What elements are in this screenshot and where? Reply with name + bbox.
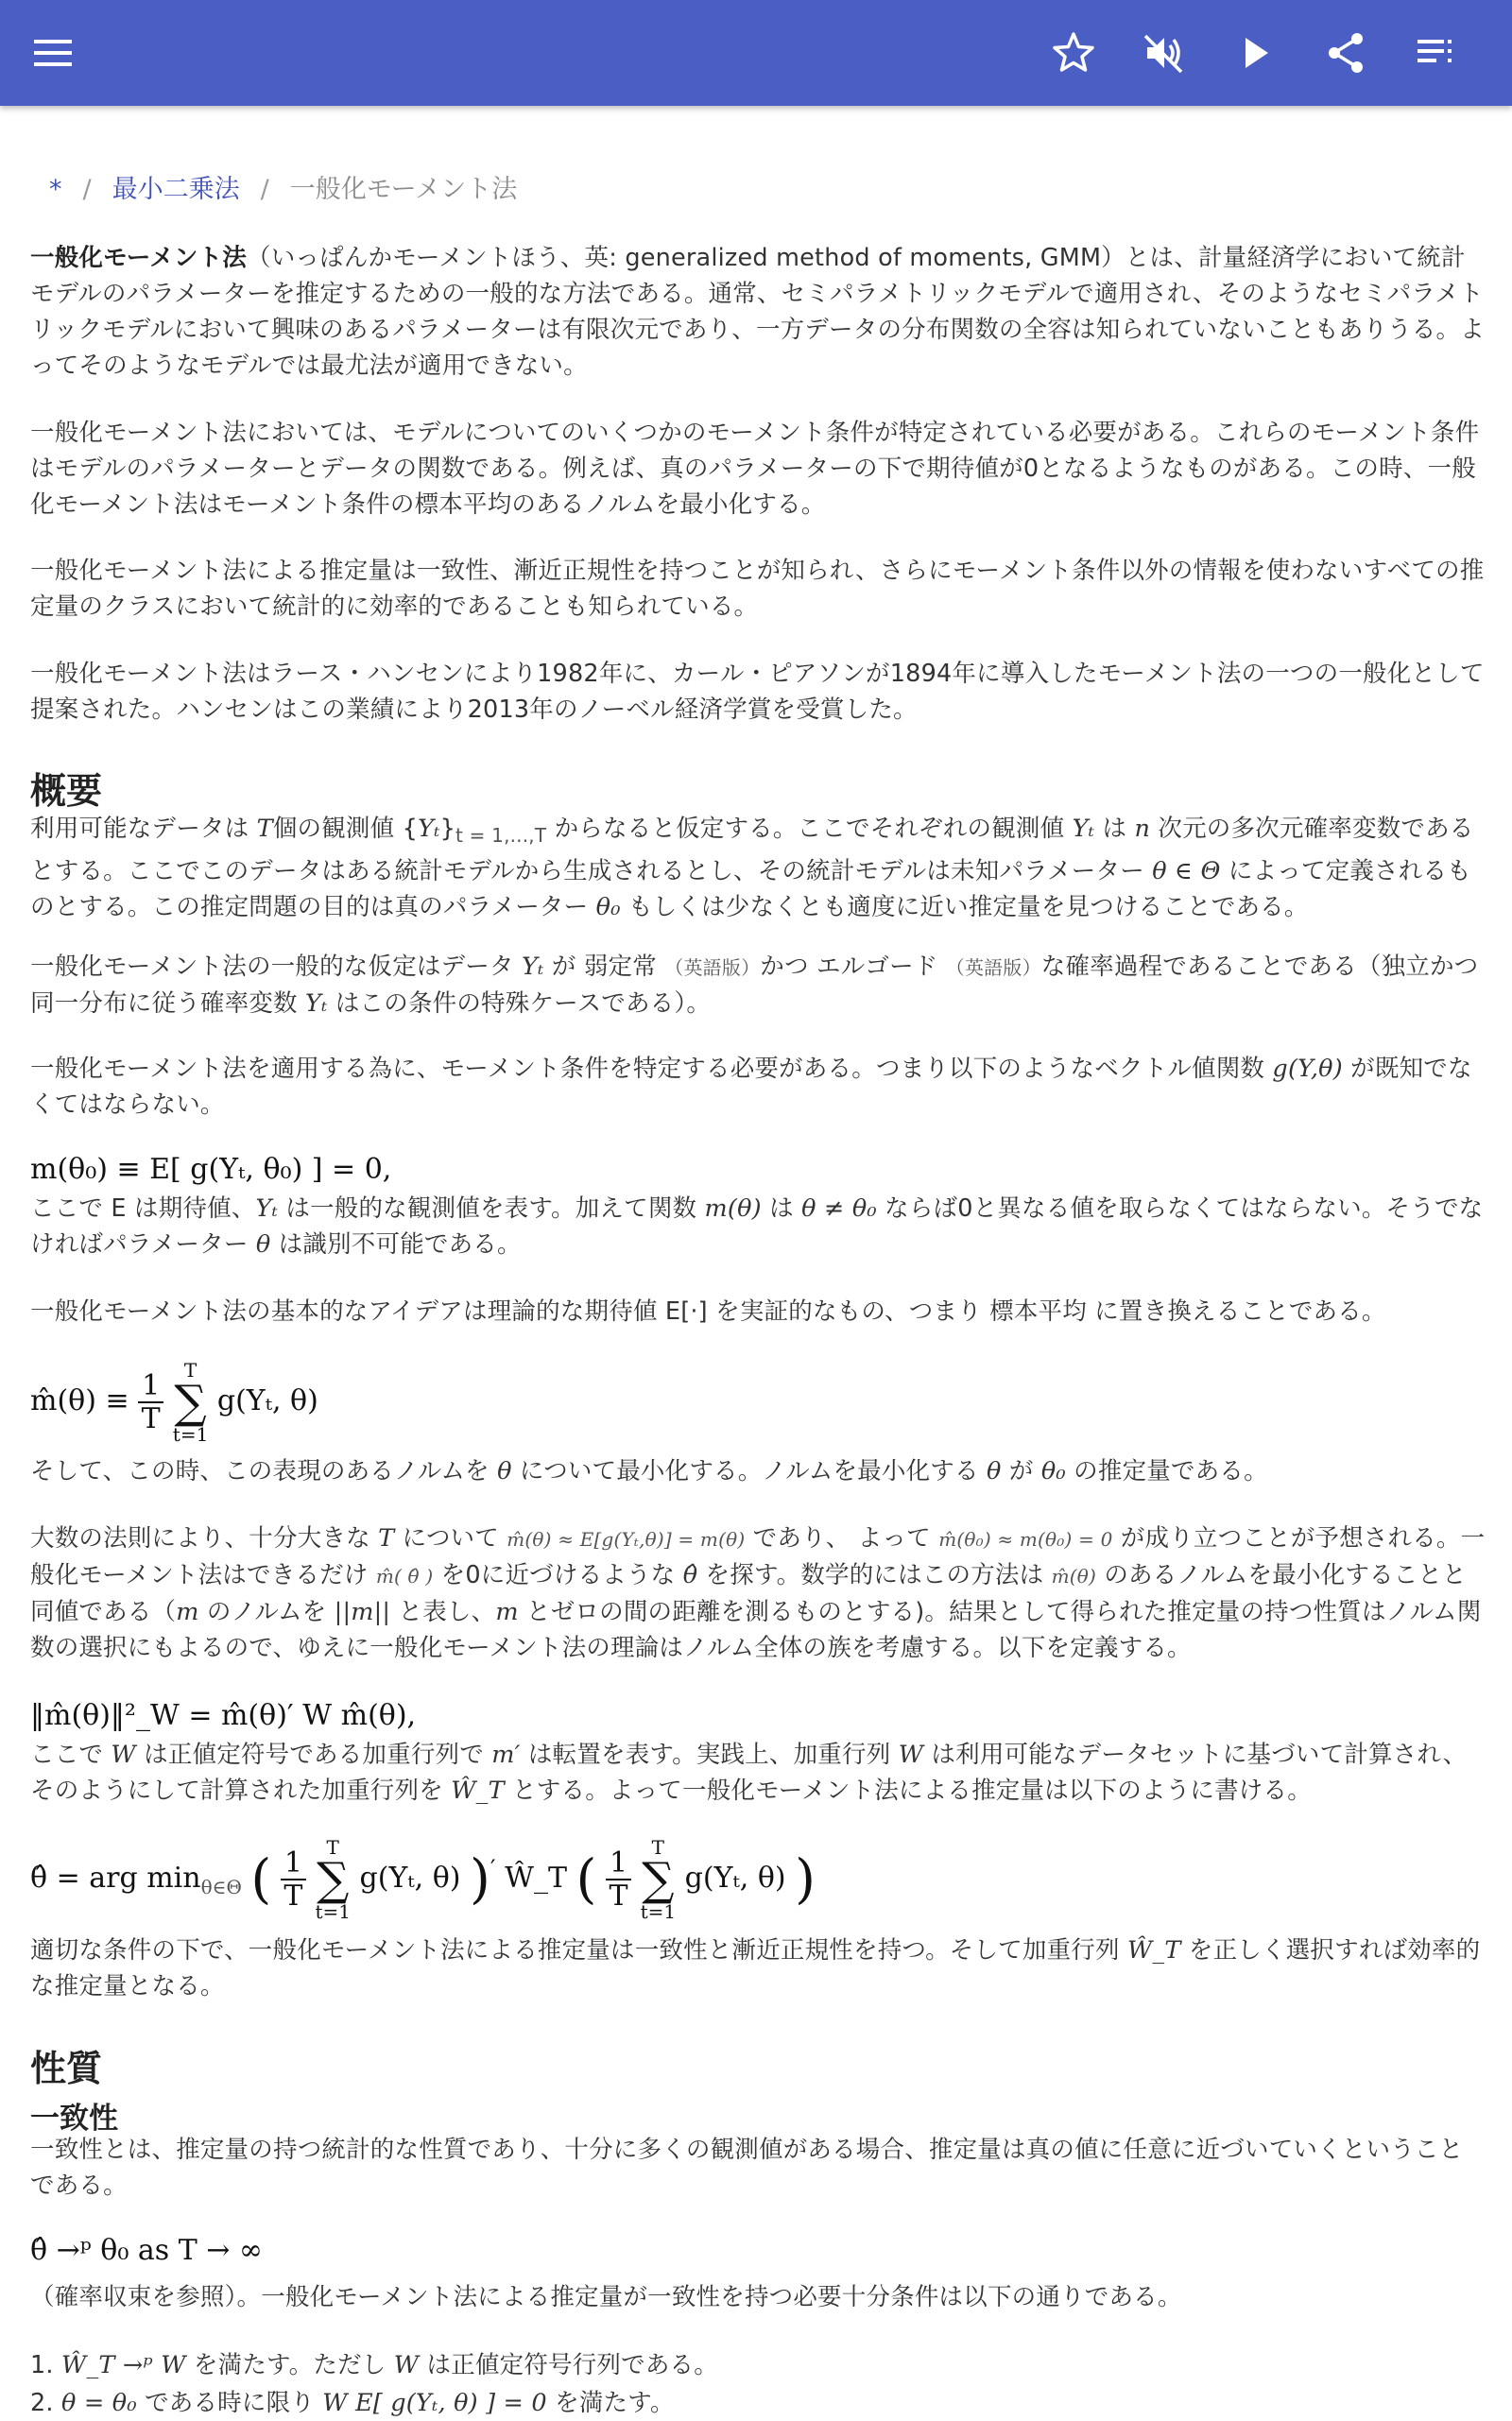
section-heading-properties: 性質 (30, 2048, 103, 2089)
playlist-icon[interactable] (1410, 26, 1463, 79)
breadcrumb: * / 最小二乗法 / 一般化モーメント法 (49, 175, 518, 204)
overview-paragraph-1: 利用可能なデータは T個の観測値 $\{Y_t\}_{t = 1,...,T}$ からなると仮定する。ここでそれぞれの観測値 Yₜ は n 次元の多次元確率変数であるとする。ここでこのデータはある統計モデルから生成されるとし、その統計モデルは未知パラメーター θ ∈ Θ によって定義されるものとする。この推定問題の目的は真のパラメーター θ₀ もしくは少なくとも適度に近い推定量を見つけることである。 (30, 815, 1474, 922)
consistency-paragraph-1: 一致性とは、推定量の持つ統計的な性質であり、十分に多くの観測値がある場合、推定量は真の値に任意に近づいていくということである。 (30, 2136, 1464, 2200)
mute-icon[interactable] (1138, 26, 1191, 79)
condition-item-2: 2. θ = θ₀ である時に限り W E[ g(Yₜ, θ) ] = 0 を満たす。 (30, 2389, 675, 2417)
overview-paragraph-8: ここで W は正値定符号である加重行列で m′ は転置を表す。実践上、加重行列 W は利用可能なデータセットに基づいて計算され、そのようにして計算された加重行列を Ŵ_T とする。よって一般化モーメント法による推定量は以下のように書ける。 (30, 1741, 1468, 1805)
app-bar (0, 0, 1512, 106)
star-icon[interactable] (1047, 26, 1100, 79)
intro-paragraph-3: 一般化モーメント法による推定量は一致性、漸近正規性を持つことが知られ、さらにモーメント条件以外の情報を使わないすべての推定量のクラスにおいて統計的に効率的であることも知られている。 (30, 557, 1485, 621)
overview-paragraph-7: 大数の法則により、十分大きな T について m̂(θ) ≈ E[g(Yₜ,θ)] = m(θ) であり、 よって m̂(θ₀) ≈ m(θ₀) = 0 が成り立つことが予想される。一般化モーメント法はできるだけ m̂( θ̂ ) を0に近づけるような θ̂ を探す。数学的にはこの方法は m̂(θ) のあるノルムを最小化することと同値である（m のノルムを ||m|| と表し、m とゼロの間の距離を測るものとする)。結果として得られた推定量の持つ性質はノルム関数の選択にもよるので、ゆえに一般化モーメント法の理論はノルム全体の族を考慮する。以下を定義する。 (30, 1524, 1486, 1662)
equation-sample-mean: m̂(θ) ≡ $\frac{1}{T}$ T ∑ t=1 g(Yₜ, θ) (30, 1359, 318, 1446)
condition-item-1: 1. Ŵ_T →ᵖ W を満たす。ただし W は正値定符号行列である。 (30, 2351, 718, 2379)
term-bold: 一般化モーメント法 (30, 244, 248, 272)
breadcrumb-home[interactable]: * (49, 175, 62, 204)
equation-moment-condition: m(θ₀) ≡ E[ g(Yₜ, θ₀) ] = 0, (30, 1153, 392, 1186)
intro-paragraph-4: 一般化モーメント法はラース・ハンセンにより1982年に、カール・ピアソンが1894年に導入したモーメント法の一つの一般化として提案された。ハンセンはこの業績により2013年のノーベル経済学賞を受賞した。 (30, 660, 1485, 724)
share-icon[interactable] (1319, 26, 1372, 79)
menu-icon[interactable] (26, 26, 79, 79)
consistency-paragraph-2: （確率収束を参照）。一般化モーメント法による推定量が一致性を持つ必要十分条件は以下の通りである。 (30, 2283, 1182, 2311)
overview-paragraph-4: ここで E は期待値、Yₜ は一般的な観測値を表す。加えて関数 m(θ) は θ ≠ θ₀ ならば0と異なる値を取らなくてはならない。そうでなければパラメーター θ は識別不可能である。 (30, 1194, 1484, 1259)
breadcrumb-parent[interactable]: 最小二乗法 (112, 175, 240, 204)
play-icon[interactable] (1228, 26, 1281, 79)
intro-paragraph-1: 一般化モーメント法（いっぱんかモーメントほう、英: generalized method of moments, GMM）とは、計量経済学において統計モデルのパラメーターを推定するための一般的な方法である。通常、セミパラメトリックモデルで適用され、そのようなセミパラメトリックモデルにおいて興味のあるパラメーターは有限次元であり、一方データの分布関数の全容は知られていないこともありうる。よってそのようなモデルでは最尤法が適用できない。 (30, 244, 1485, 380)
condition-list (30, 2347, 1486, 2421)
equation-plim: θ̂ →ᵖ θ₀ as T → ∞ (30, 2234, 263, 2267)
section-heading-overview: 概要 (30, 770, 103, 812)
overview-paragraph-3: 一般化モーメント法を適用する為に、モーメント条件を特定する必要がある。つまり以下のようなベクトル値関数 g(Y,θ) が既知でなくてはならない。 (30, 1055, 1472, 1119)
equation-norm: ‖m̂(θ)‖²_W = m̂(θ)′ W m̂(θ), (30, 1699, 417, 1732)
overview-paragraph-5: 一般化モーメント法の基本的なアイデアは理論的な期待値 E[·] を実証的なもの、つまり 標本平均 に置き換えることである。 (30, 1297, 1386, 1326)
overview-paragraph-9: 適切な条件の下で、一般化モーメント法による推定量は一致性と漸近正規性を持つ。そして加重行列 Ŵ_T を正しく選択すれば効率的な推定量となる。 (30, 1936, 1481, 2000)
breadcrumb-current: 一般化モーメント法 (289, 175, 518, 204)
overview-paragraph-6: そして、この時、この表現のあるノルムを θ について最小化する。ノルムを最小化する θ が θ₀ の推定量である。 (30, 1457, 1268, 1485)
subsection-heading-consistency: 一致性 (30, 2102, 118, 2136)
overview-paragraph-2: 一般化モーメント法の一般的な仮定はデータ Yₜ が 弱定常 （英語版）かつ エルゴード （英語版）な確率過程であることである（独立かつ同一分布に従う確率変数 Yₜ はこの条件の特殊ケースである）。 (30, 953, 1479, 1018)
intro-paragraph-2: 一般化モーメント法においては、モデルについてのいくつかのモーメント条件が特定されている必要がある。これらのモーメント条件はモデルのパラメーターとデータの関数である。例えば、真のパラメーターの下で期待値が0となるようなものがある。この時、一般化モーメント法はモーメント条件の標本平均のあるノルムを最小化する。 (30, 419, 1480, 519)
equation-gmm-estimator: θ̂ = arg $\min_{\theta\in\Theta}$ ( $\frac{1}{T}$ T ∑ t=1 g(Yₜ, θ) )′ Ŵ_T ( $\frac{1}{T}$ T ∑ t=1 g(Yₜ, θ) ) (30, 1836, 816, 1923)
